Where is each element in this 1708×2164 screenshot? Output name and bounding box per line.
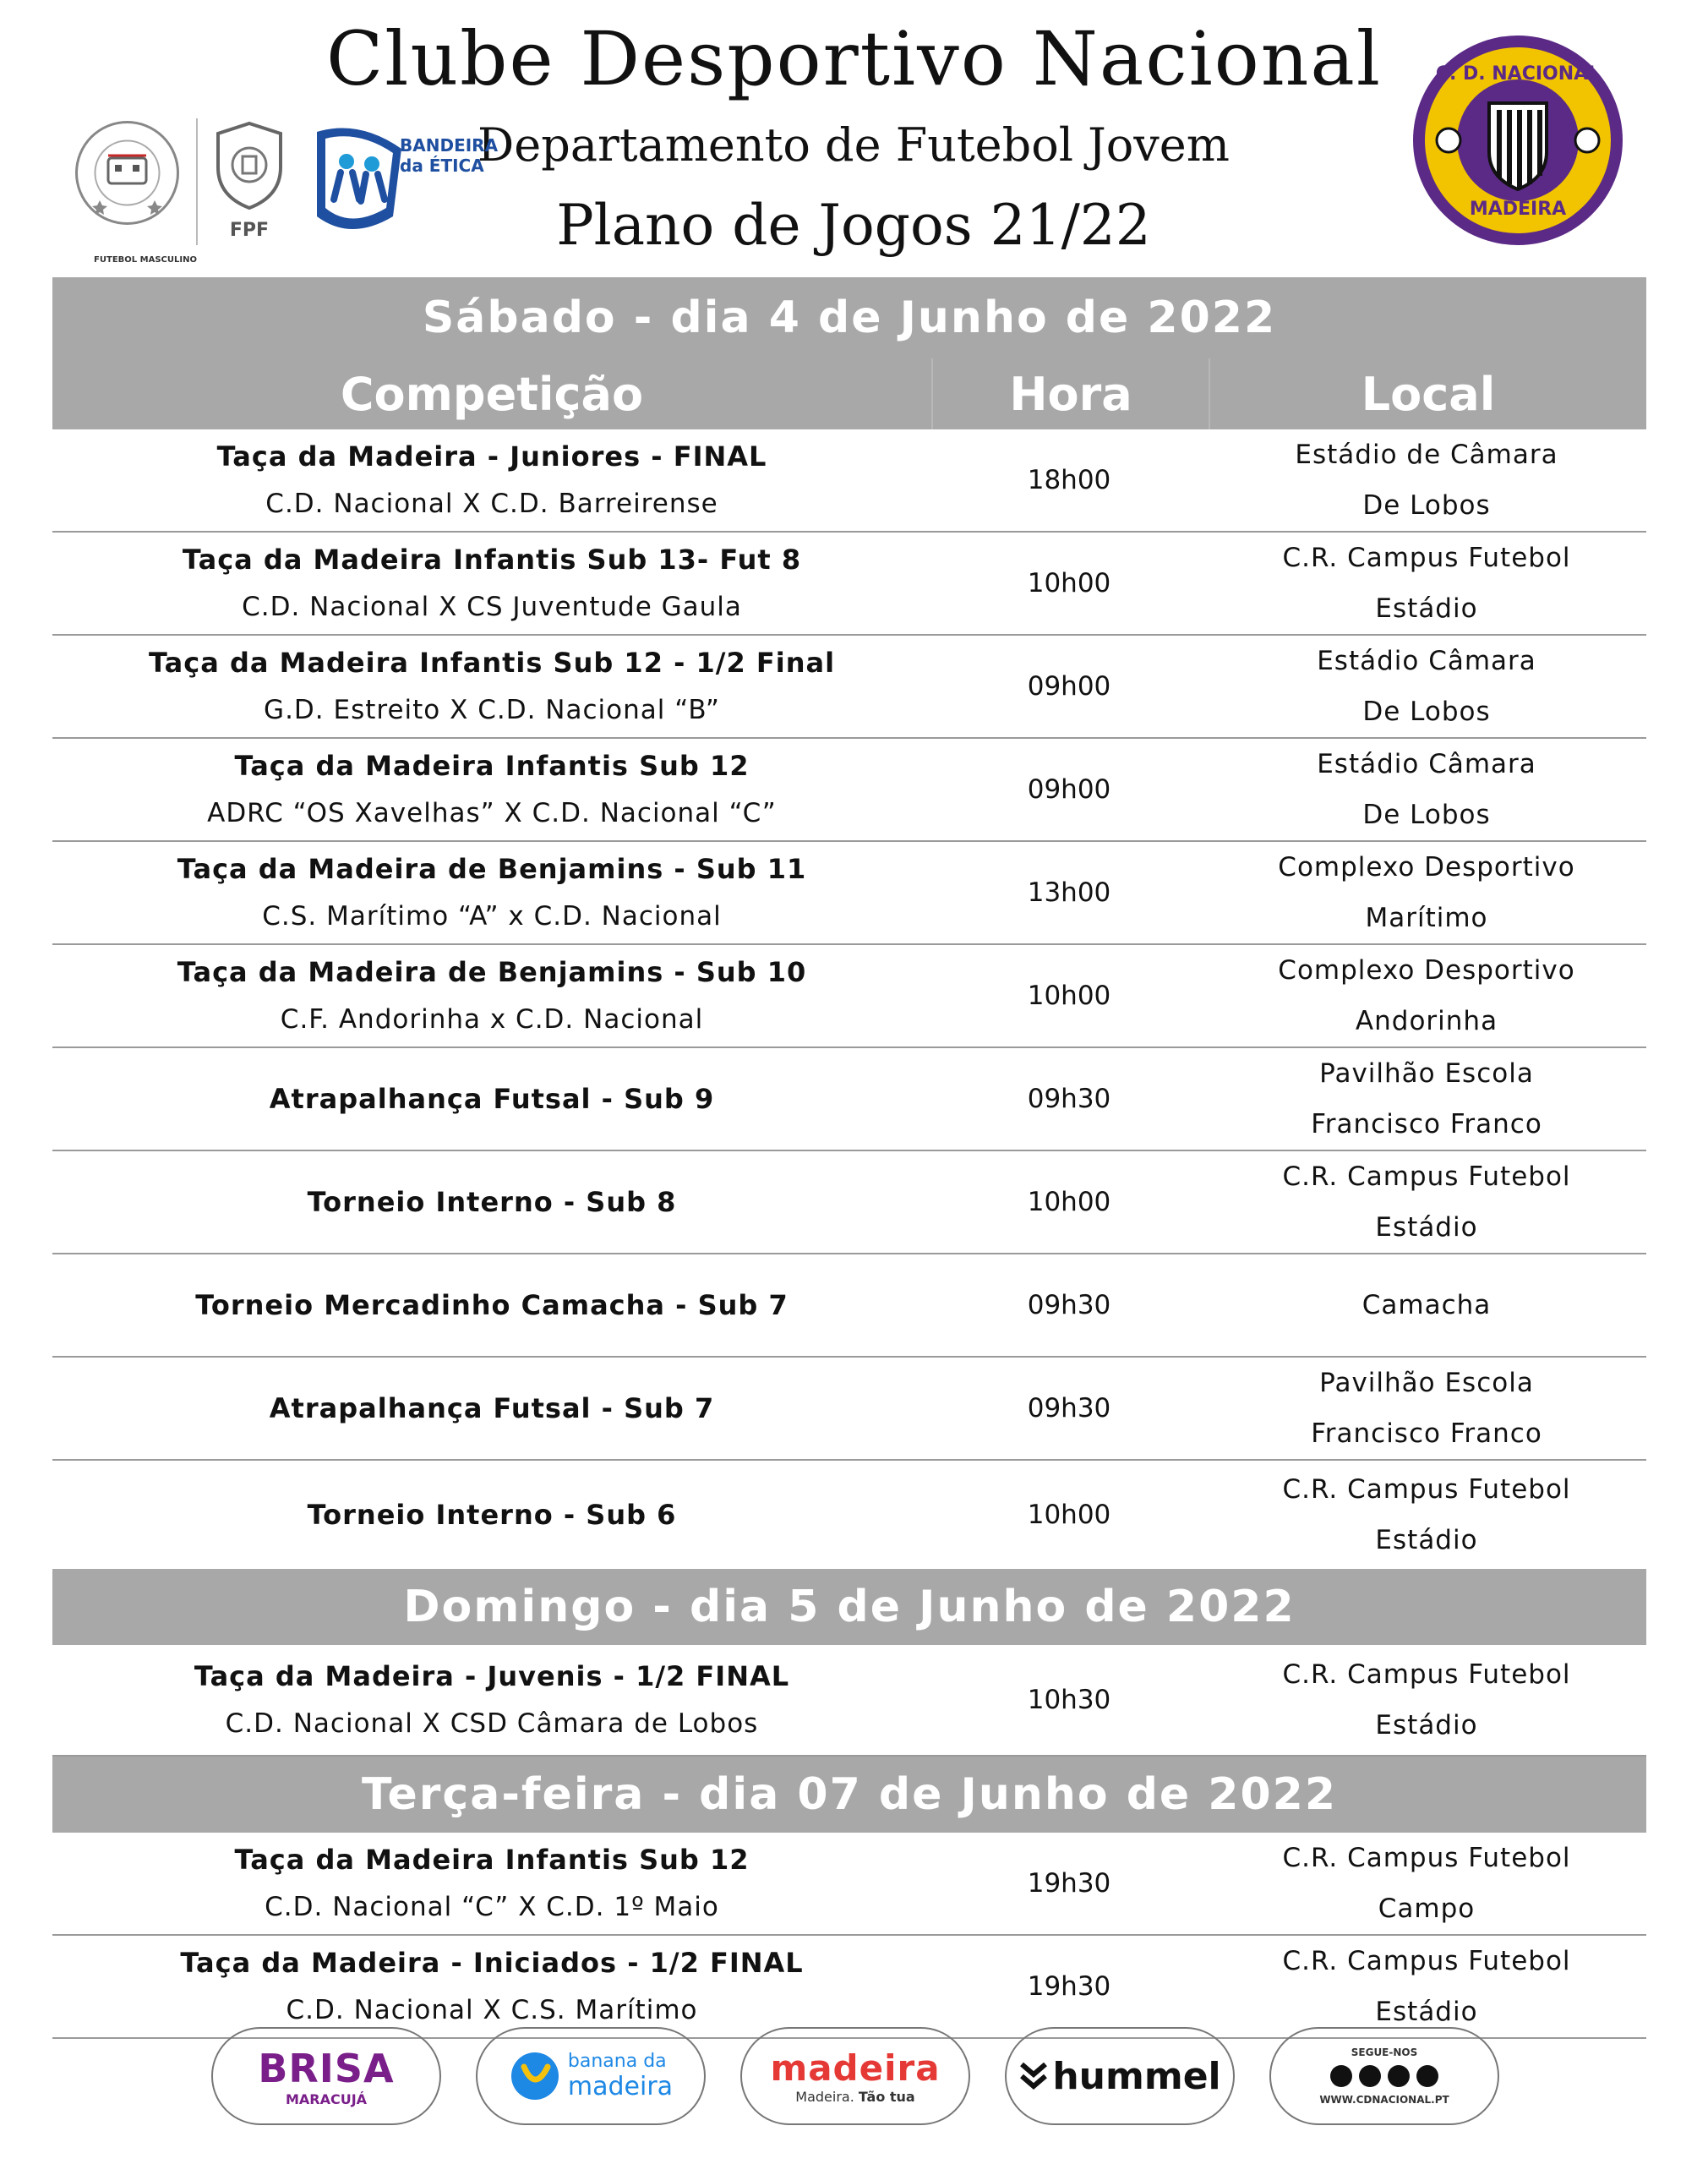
column-competicao: Competição xyxy=(340,367,644,421)
kickoff-time: 09h30 xyxy=(1027,1290,1111,1320)
match-teams: C.D. Nacional X CS Juventude Gaula xyxy=(242,592,742,622)
venue-line-1: C.R. Campus Futebol xyxy=(1282,1843,1571,1873)
venue-line-1: C.R. Campus Futebol xyxy=(1282,1474,1571,1505)
competition-name: Atrapalhança Futsal - Sub 9 xyxy=(269,1083,715,1115)
sponsor-banana-madeira xyxy=(476,2027,706,2125)
madeira-slogan-1: Madeira. xyxy=(795,2089,854,2105)
game-row xyxy=(52,636,1646,739)
competition-cell xyxy=(52,1936,931,2037)
match-teams: C.D. Nacional X C.S. Marítimo xyxy=(286,1995,698,2025)
venue-cell xyxy=(1207,945,1646,1046)
day-header-sunday: Domingo - dia 5 de Junho de 2022 xyxy=(52,1569,1646,1645)
column-local: Local xyxy=(1361,367,1496,421)
venue-line-2: Francisco Franco xyxy=(1311,1418,1542,1449)
banana-icon xyxy=(509,2050,561,2102)
competition-name: Taça da Madeira Infantis Sub 12 xyxy=(234,1844,750,1876)
venue-cell xyxy=(1207,1833,1646,1934)
competition-name: Taça da Madeira de Benjamins - Sub 11 xyxy=(177,853,807,885)
plan-title: Plano de Jogos 21/22 xyxy=(556,193,1151,258)
venue-cell xyxy=(1207,1645,1646,1755)
competition-cell xyxy=(52,1833,931,1934)
certification-seal-icon xyxy=(74,120,180,226)
day-header-saturday: Sábado - dia 4 de Junho de 2022 xyxy=(52,277,1646,358)
game-row xyxy=(52,533,1646,636)
column-headers xyxy=(52,358,1646,429)
game-row xyxy=(52,1358,1646,1461)
kickoff-time: 10h00 xyxy=(1027,981,1111,1011)
competition-cell xyxy=(52,945,931,1046)
youtube-icon[interactable] xyxy=(1416,2065,1438,2087)
competition-name: Taça da Madeira - Juniores - FINAL xyxy=(216,440,767,473)
venue-line-1: C.R. Campus Futebol xyxy=(1282,1161,1571,1192)
website-link[interactable]: WWW.CDNACIONAL.PT xyxy=(1319,2094,1449,2106)
venue-line-1: Estádio de Câmara xyxy=(1295,440,1558,470)
venue-cell xyxy=(1207,1254,1646,1356)
venue-cell xyxy=(1207,636,1646,737)
sponsor-visit-madeira xyxy=(740,2027,970,2125)
etica-label-1: BANDEIRA xyxy=(400,135,499,156)
game-row xyxy=(52,945,1646,1048)
competition-cell xyxy=(52,842,931,943)
club-crest-bottom-text: MADEIRA xyxy=(1469,199,1567,220)
sponsor-hummel xyxy=(1005,2027,1235,2125)
venue-line-1: Estádio Câmara xyxy=(1317,646,1536,676)
venue-cell xyxy=(1207,739,1646,840)
hummel-chevron-icon xyxy=(1018,2059,1049,2093)
competition-name: Taça da Madeira Infantis Sub 13- Fut 8 xyxy=(182,544,802,576)
competition-name: Torneio Interno - Sub 8 xyxy=(307,1186,677,1218)
kickoff-time: 18h00 xyxy=(1027,465,1111,495)
madeira-logo-text: madeira xyxy=(770,2047,941,2089)
competition-name: Taça da Madeira - Juvenis - 1/2 FINAL xyxy=(194,1660,790,1692)
fpf-shield-icon xyxy=(211,118,287,211)
competition-cell xyxy=(52,1461,931,1569)
venue-line-1: C.R. Campus Futebol xyxy=(1282,1946,1571,1976)
twitter-icon[interactable] xyxy=(1388,2065,1410,2087)
kickoff-time: 19h30 xyxy=(1027,1868,1111,1899)
venue-line-1: Camacha xyxy=(1361,1290,1492,1320)
venue-line-2: Estádio xyxy=(1375,1997,1478,2027)
venue-line-2: De Lobos xyxy=(1362,490,1491,521)
banana-text-2: madeira xyxy=(567,2072,674,2101)
bandeira-etica-logo xyxy=(308,123,499,238)
venue-cell xyxy=(1207,1358,1646,1459)
kickoff-time: 10h00 xyxy=(1027,1500,1111,1530)
competition-name: Taça da Madeira - Iniciados - 1/2 FINAL xyxy=(180,1947,804,1979)
match-teams: C.D. Nacional X C.D. Barreirense xyxy=(265,489,718,519)
brisa-logo-text: BRISA xyxy=(258,2045,395,2091)
follow-us-box xyxy=(1269,2027,1499,2125)
competition-name: Atrapalhança Futsal - Sub 7 xyxy=(269,1392,715,1424)
kickoff-time: 10h00 xyxy=(1027,568,1111,598)
competition-cell xyxy=(52,1358,931,1459)
kickoff-time: 09h00 xyxy=(1027,774,1111,805)
match-teams: G.D. Estreito X C.D. Nacional “B” xyxy=(264,695,720,725)
game-row xyxy=(52,842,1646,945)
competition-name: Torneio Interno - Sub 6 xyxy=(307,1499,677,1531)
sponsor-brisa xyxy=(211,2027,441,2125)
hummel-logo-text: hummel xyxy=(1052,2054,1221,2098)
certification-footer: FUTEBOL MASCULINO xyxy=(94,255,197,265)
game-row xyxy=(52,1048,1646,1151)
competition-cell xyxy=(52,1254,931,1356)
competition-cell xyxy=(52,1048,931,1150)
kickoff-time: 19h30 xyxy=(1027,1971,1111,2002)
competition-name: Taça da Madeira Infantis Sub 12 xyxy=(234,750,750,782)
kickoff-time: 10h00 xyxy=(1027,1187,1111,1217)
instagram-icon[interactable] xyxy=(1359,2065,1381,2087)
kickoff-time: 10h30 xyxy=(1027,1685,1111,1715)
kickoff-time: 09h30 xyxy=(1027,1393,1111,1424)
venue-line-1: Estádio Câmara xyxy=(1317,749,1536,779)
game-row xyxy=(52,1833,1646,1936)
game-row xyxy=(52,1254,1646,1358)
venue-line-2: Campo xyxy=(1378,1894,1476,1924)
venue-line-1: C.R. Campus Futebol xyxy=(1282,1659,1571,1690)
banana-text-1: banana da xyxy=(567,2051,667,2072)
venue-cell xyxy=(1207,1461,1646,1569)
venue-line-1: Complexo Desportivo xyxy=(1278,852,1575,883)
competition-name: Taça da Madeira de Benjamins - Sub 10 xyxy=(177,956,807,988)
venue-line-2: Estádio xyxy=(1375,1710,1478,1740)
venue-cell xyxy=(1207,533,1646,634)
etica-label-2: da ÉTICA xyxy=(400,156,484,176)
venue-cell xyxy=(1207,1151,1646,1253)
competition-cell xyxy=(52,429,931,531)
venue-cell xyxy=(1207,429,1646,531)
sponsors-strip xyxy=(211,2027,1504,2127)
competition-cell xyxy=(52,1151,931,1253)
game-row xyxy=(52,1151,1646,1254)
fpf-logo xyxy=(211,118,287,245)
kickoff-time: 09h00 xyxy=(1027,671,1111,702)
game-row xyxy=(52,1936,1646,2039)
competition-cell xyxy=(52,636,931,737)
venue-line-1: C.R. Campus Futebol xyxy=(1282,543,1571,573)
kickoff-time: 09h30 xyxy=(1027,1084,1111,1114)
venue-line-2: Andorinha xyxy=(1355,1006,1498,1036)
game-row xyxy=(52,1645,1646,1757)
logo-divider xyxy=(196,118,198,245)
venue-line-2: Marítimo xyxy=(1365,903,1488,933)
competition-cell xyxy=(52,739,931,840)
venue-line-2: Estádio xyxy=(1375,593,1478,624)
venue-line-2: Estádio xyxy=(1375,1525,1478,1555)
match-teams: C.S. Marítimo “A” x C.D. Nacional xyxy=(262,901,722,932)
club-crest-icon xyxy=(1411,34,1624,247)
game-row xyxy=(52,1461,1646,1569)
match-teams: C.D. Nacional X CSD Câmara de Lobos xyxy=(225,1708,759,1739)
match-teams: C.F. Andorinha x C.D. Nacional xyxy=(280,1004,704,1035)
venue-line-2: Estádio xyxy=(1375,1212,1478,1243)
game-row xyxy=(52,429,1646,533)
club-title: Clube Desportivo Nacional xyxy=(325,15,1383,102)
department-title: Departamento de Futebol Jovem xyxy=(477,118,1230,172)
venue-line-1: Pavilhão Escola xyxy=(1319,1368,1534,1398)
venue-cell xyxy=(1207,1936,1646,2037)
match-teams: C.D. Nacional “C” X C.D. 1º Maio xyxy=(265,1892,719,1922)
competition-cell xyxy=(52,533,931,634)
fpf-label: FPF xyxy=(229,220,270,241)
game-row xyxy=(52,739,1646,842)
club-crest-top-text: C. D. NACIONAL xyxy=(1435,63,1601,85)
follow-us-label: SEGUE-NOS xyxy=(1351,2047,1418,2058)
kickoff-time: 13h00 xyxy=(1027,877,1111,908)
competition-cell xyxy=(52,1645,931,1755)
facebook-icon[interactable] xyxy=(1330,2065,1352,2087)
madeira-slogan-2: Tão tua xyxy=(858,2089,915,2105)
venue-line-2: De Lobos xyxy=(1362,800,1491,830)
competition-name: Torneio Mercadinho Camacha - Sub 7 xyxy=(195,1289,789,1321)
match-teams: ADRC “OS Xavelhas” X C.D. Nacional “C” xyxy=(207,798,777,828)
brisa-sub-text: MARACUJÁ xyxy=(285,2090,368,2107)
venue-line-1: Pavilhão Escola xyxy=(1319,1058,1534,1089)
column-hora: Hora xyxy=(931,358,1210,429)
venue-cell xyxy=(1207,1048,1646,1150)
venue-cell xyxy=(1207,842,1646,943)
competition-name: Taça da Madeira Infantis Sub 12 - 1/2 Final xyxy=(148,647,836,679)
venue-line-1: Complexo Desportivo xyxy=(1278,955,1575,986)
games-table xyxy=(52,277,1646,2039)
day-header-tuesday: Terça-feira - dia 07 de Junho de 2022 xyxy=(52,1757,1646,1833)
venue-line-2: De Lobos xyxy=(1362,697,1491,727)
venue-line-2: Francisco Franco xyxy=(1311,1109,1542,1139)
ethics-flag-icon xyxy=(308,123,410,238)
